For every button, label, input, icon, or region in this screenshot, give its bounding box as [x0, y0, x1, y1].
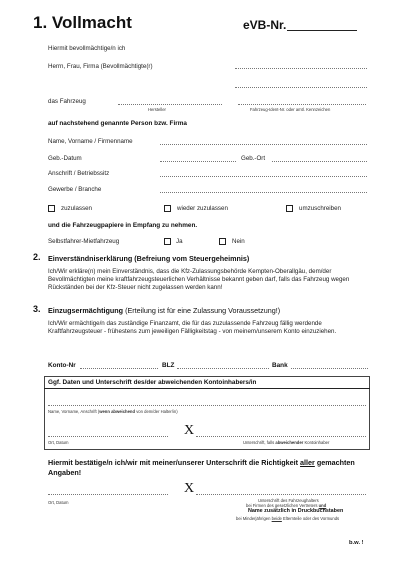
- section-2-text: Ich/Wir erkläre(n) mein Einverständnis, dass die Kfz-Zulassungsbehörde Kempten-Oberallgäu, dem/der Bevollmächtigten meine kraftfahrzeugsteuerlichen Verhältnisse bekannt geben darf, falls das Fahrzeug wegen Rückständen bei der Kfz-Steuer nicht zugelassen werden kann!: [48, 268, 350, 292]
- birth-date-field[interactable]: [160, 161, 236, 162]
- authorization-intro: Hiermit bevollmächtige/n ich: [48, 45, 126, 52]
- transfer-label: umzuschreiben: [299, 205, 341, 212]
- section-3-text: Ich/Wir ermächtige/n das zuständige Finanzamt, die für das zuzulassende Fahrzeug fällig werdende Kraftfahrzeugsteuer - frühestens zum jeweiligen Fälligkeitstag - von meinem/unserem Konto einzuziehen.: [48, 320, 337, 336]
- evb-label: eVB-Nr.: [243, 18, 287, 32]
- address-field[interactable]: [160, 176, 367, 177]
- holder-signature-field[interactable]: [196, 494, 366, 495]
- birth-place-field[interactable]: [272, 161, 367, 162]
- section-3-heading-row: [48, 306, 280, 315]
- account-number-field[interactable]: [80, 368, 158, 369]
- bank-field[interactable]: [291, 368, 368, 369]
- account-number-label: Konto-Nr: [48, 362, 76, 369]
- account-holder-name-hint: Name, Vorname, Anschrift (wenn abweichend von dem/der Halter/in): [48, 409, 178, 414]
- page-turn-note: b.w. !: [349, 540, 364, 546]
- vehicle-label: das Fahrzeug: [48, 98, 86, 105]
- re-register-checkbox[interactable]: [164, 205, 171, 212]
- request-heading: auf nachstehend genannte Person bzw. Firma: [48, 120, 187, 127]
- account-holder-place-date-label: Ort, Datum: [48, 440, 69, 445]
- vehicle-id-field[interactable]: [238, 104, 366, 105]
- section-3-heading: Einzugsermächtigung: [48, 306, 124, 315]
- account-holder-name-field[interactable]: [48, 405, 366, 406]
- register-checkbox[interactable]: [48, 205, 55, 212]
- self-drive-yes-label: Ja: [176, 238, 183, 245]
- account-holder-box-divider: [44, 388, 370, 389]
- section-2-heading: Einverständniserklärung (Befreiung vom Steuergeheimnis): [48, 254, 250, 263]
- account-holder-box-title: Ggf. Daten und Unterschrift des/der abweichenden Kontoinhabers/in: [48, 379, 257, 386]
- authorized-person-field-2[interactable]: [235, 87, 367, 88]
- self-drive-label: Selbstfahrer-Mietfahrzeug: [48, 238, 120, 245]
- holder-place-date-field[interactable]: [48, 494, 168, 495]
- confirmation-line-2: Angaben!: [48, 468, 82, 477]
- self-drive-no-checkbox[interactable]: [219, 238, 226, 245]
- section-3-number: 3.: [33, 304, 41, 314]
- trade-label: Gewerbe / Branche: [48, 186, 102, 193]
- register-label: zuzulassen: [61, 205, 92, 212]
- account-holder-signature-field[interactable]: [196, 436, 366, 437]
- account-holder-signature-hint: Unterschrift, falls abweichender Kontoinhaber: [243, 440, 330, 445]
- birth-place-label: Geb.-Ort: [241, 155, 266, 162]
- name-field[interactable]: [160, 144, 367, 145]
- self-drive-no-label: Nein: [232, 238, 245, 245]
- re-register-label: wieder zuzulassen: [177, 205, 228, 212]
- manufacturer-field[interactable]: [118, 104, 222, 105]
- vehicle-id-hint: Fahrzeug-Ident-Nr. oder amtl. Kennzeichen: [250, 107, 331, 112]
- birth-date-label: Geb.-Datum: [48, 155, 82, 162]
- holder-sign-mark: X: [184, 481, 195, 496]
- holder-place-date-label: Ort, Datum: [48, 500, 69, 505]
- account-holder-sign-mark: X: [184, 423, 195, 438]
- holder-sign-hint-4: bei Minderjährigen beide Elternteile oder des Vormunds: [236, 516, 340, 521]
- page-title: 1. Vollmacht: [33, 13, 132, 32]
- authorized-person-label: Herrn, Frau, Firma (Bevollmächtigte(r): [48, 63, 153, 70]
- self-drive-yes-checkbox[interactable]: [164, 238, 171, 245]
- bank-label: Bank: [272, 362, 288, 369]
- holder-sign-hint-3: Name zusätzlich in Druckbuchstaben: [248, 508, 344, 514]
- holder-sign-hint-2: bei Firmen des gesetzlichen Vertreters und: [246, 503, 327, 508]
- papers-heading: und die Fahrzeugpapiere in Empfang zu nehmen.: [48, 222, 198, 229]
- holder-sign-hint-1: Unterschrift des Fahrzeughalters: [258, 498, 319, 503]
- account-holder-place-date-field[interactable]: [48, 436, 168, 437]
- section-3-heading-note: (Erteilung ist für eine Zulassung Voraussetzung!): [125, 306, 281, 315]
- address-label: Anschrift / Betriebssitz: [48, 170, 110, 177]
- manufacturer-hint: Hersteller: [148, 107, 166, 112]
- confirmation-line-1: Hiermit bestätige/n ich/wir mit meiner/unserer Unterschrift die Richtigkeit aller gemachten: [48, 458, 355, 467]
- evb-number-field[interactable]: [287, 30, 357, 31]
- trade-field[interactable]: [160, 192, 367, 193]
- transfer-checkbox[interactable]: [286, 205, 293, 212]
- name-label: Name, Vorname / Firmenname: [48, 138, 133, 145]
- section-2-number: 2.: [33, 252, 41, 262]
- authorized-person-field-1[interactable]: [235, 68, 367, 69]
- blz-label: BLZ: [162, 362, 175, 369]
- blz-field[interactable]: [177, 368, 269, 369]
